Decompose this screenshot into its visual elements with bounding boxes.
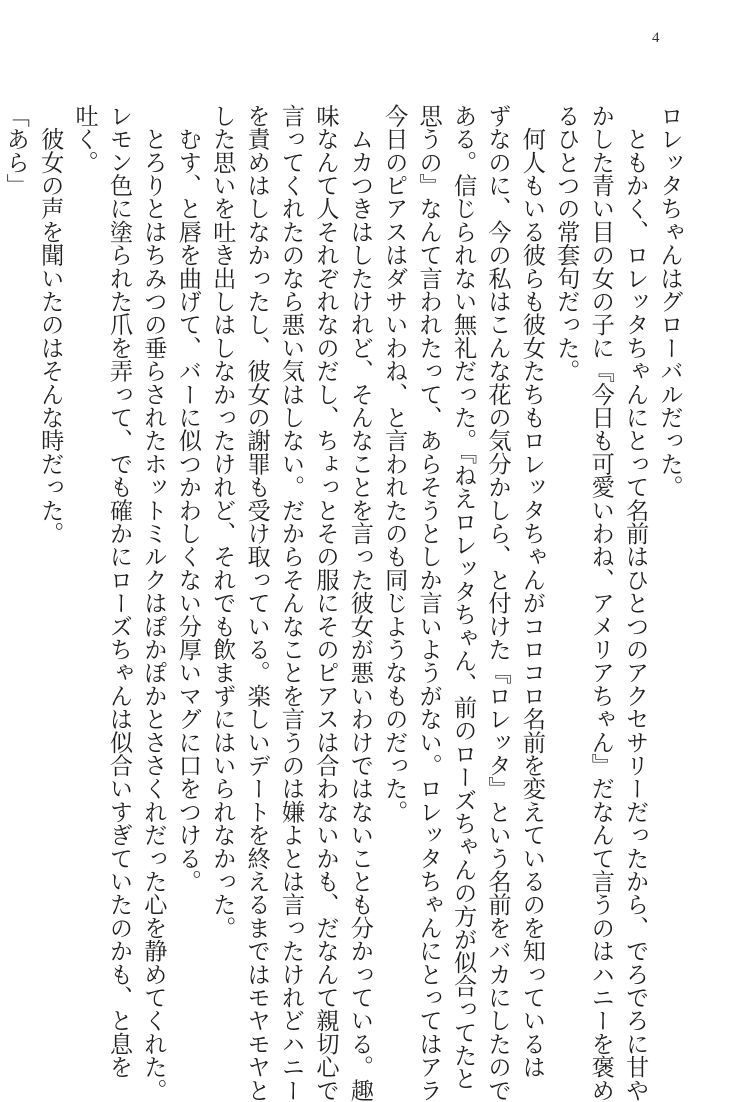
text-line-6: ずなのに、今の私はこんな花の気分かしら、と付けた『ロレッタ』という名前をバカにしたので <box>483 104 511 1102</box>
text-line-19: 彼女の声を聞いたのはそんな時だった。 <box>36 104 64 545</box>
text-line-9: 今日のピアスはダサいわね、と言われたのも同じようなものだった。 <box>380 104 408 824</box>
text-line-11: 味なんて人それぞれなのだし、ちょっとその服にそのピアスは合わないかも、だなんて親切心で <box>311 104 339 1102</box>
page-number: 4 <box>652 30 660 46</box>
text-line-15: むす、と唇を曲げて、バーに似つかわしくない分厚いマグに口をつける。 <box>174 104 202 893</box>
text-line-18: 吐く。 <box>71 104 99 174</box>
text-line-8: 思うの』なんて言われたって、あらそうとしか言いようがない。ロレッタちゃんにとってはアラ <box>415 104 443 1102</box>
text-line-2: ともかく、ロレッタちゃんにとって名前はひとつのアクセサリーだったから、でろでろに甘や <box>621 104 649 1102</box>
text-line-3: かした青い目の女の子に『今日も可愛いわね、アメリアちゃん』だなんて言うのはハニーを褒め <box>587 104 615 1102</box>
text-line-17: レモン色に塗られた爪を弄って、でも確かにローズちゃんは似合いすぎていたのかも、と息を <box>105 104 133 1079</box>
text-line-13: を責めはしなかったし、彼女の謝罪も受け取っている。楽しいデートを終えるまではモヤモヤと <box>243 104 271 1102</box>
text-line-14: した思いを吐き出しはしなかったけれど、それでも飲まずにはいられなかった。 <box>208 104 236 940</box>
text-line-5: 何人もいる彼らも彼女たちもロレッタちゃんがコロコロ名前を変えているのを知っているは <box>518 104 546 1079</box>
text-line-1: ロレッタちゃんはグローバルだった。 <box>656 104 683 499</box>
text-line-7: ある。信じられない無礼だった。『ねえロレッタちゃん、前のローズちゃんの方が似合ってたと <box>449 104 477 1090</box>
text-line-20: 「あら」 <box>2 104 30 197</box>
text-line-12: 言ってくれたのなら悪い気はしない。だからそんなことを言うのは嫌よとは言ったけれどハニー <box>277 104 305 1102</box>
text-line-4: るひとつの常套句だった。 <box>552 104 580 383</box>
text-line-16: とろりとはちみつの垂らされたホットミルクはぽかぽかとささくれだった心を静めてくれた。 <box>139 104 167 1102</box>
vertical-text-body <box>0 104 686 1102</box>
text-line-10: ムカつきはしたけれど、そんなことを言った彼女が悪いわけではないことも分かっている。趣 <box>346 104 374 1102</box>
